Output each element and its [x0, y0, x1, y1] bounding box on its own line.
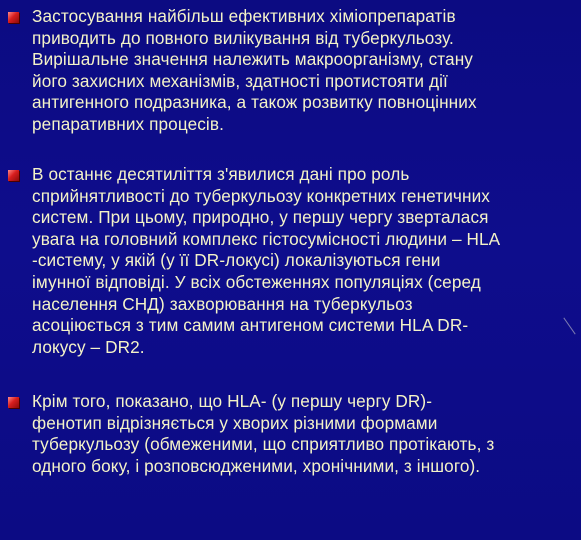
- paragraph-line: Крім того, показано, що HLA- (у першу чергу DR)-: [32, 391, 433, 411]
- paragraph-line: його захисних механізмів, здатності протистояти дії: [32, 70, 448, 91]
- paragraph-line: одного боку, і розповсюдженими, хронічними, з іншого).: [32, 455, 481, 476]
- paragraph-line: -систему, у якій (у її DR-локусі) локалізуються гени: [32, 250, 441, 271]
- red-square-bullet-icon: [8, 12, 19, 23]
- paragraph-line: фенотип відрізняється у хворих різними формами: [32, 412, 438, 433]
- paragraph-line: антигенного подразника, а також розвитку повноцінних: [32, 92, 477, 113]
- paragraph-line: імунної відповіді. У всіх обстеженнях популяціях (серед: [32, 271, 481, 292]
- paragraph-line: локусу – DR2.: [32, 336, 145, 357]
- paragraph-line: увага на головний комплекс гістосумісності людини – HLA: [32, 228, 501, 249]
- paragraph-line: асоціюється з тим самим антигеном системи HLA DR-: [32, 315, 469, 336]
- paragraph-3: [32, 391, 576, 477]
- paragraph-line: приводить до повного вилікування від туберкульозу.: [32, 27, 454, 48]
- paragraph-1: [32, 6, 576, 136]
- red-square-bullet-icon: [8, 397, 19, 408]
- paragraph-line: В останнє десятиліття з'явилися дані про роль: [32, 164, 410, 184]
- paragraph-line: туберкульозу (обмеженими, що сприятливо протікають, з: [32, 434, 495, 455]
- paragraph-2: [32, 164, 576, 358]
- paragraph-line: систем. При цьому, природно, у першу чергу зверталася: [32, 207, 489, 228]
- paragraph-line: населення СНД) захворювання на туберкульоз: [32, 293, 413, 314]
- paragraph-line: Вирішальне значення належить макроорганізму, стану: [32, 49, 473, 70]
- paragraph-line: репаративних процесів.: [32, 113, 224, 134]
- paragraph-line: сприйнятливості до туберкульозу конкретних генетичних: [32, 185, 490, 206]
- red-square-bullet-icon: [8, 170, 19, 181]
- paragraph-line: Застосування найбільш ефективних хіміопрепаратів: [32, 6, 456, 26]
